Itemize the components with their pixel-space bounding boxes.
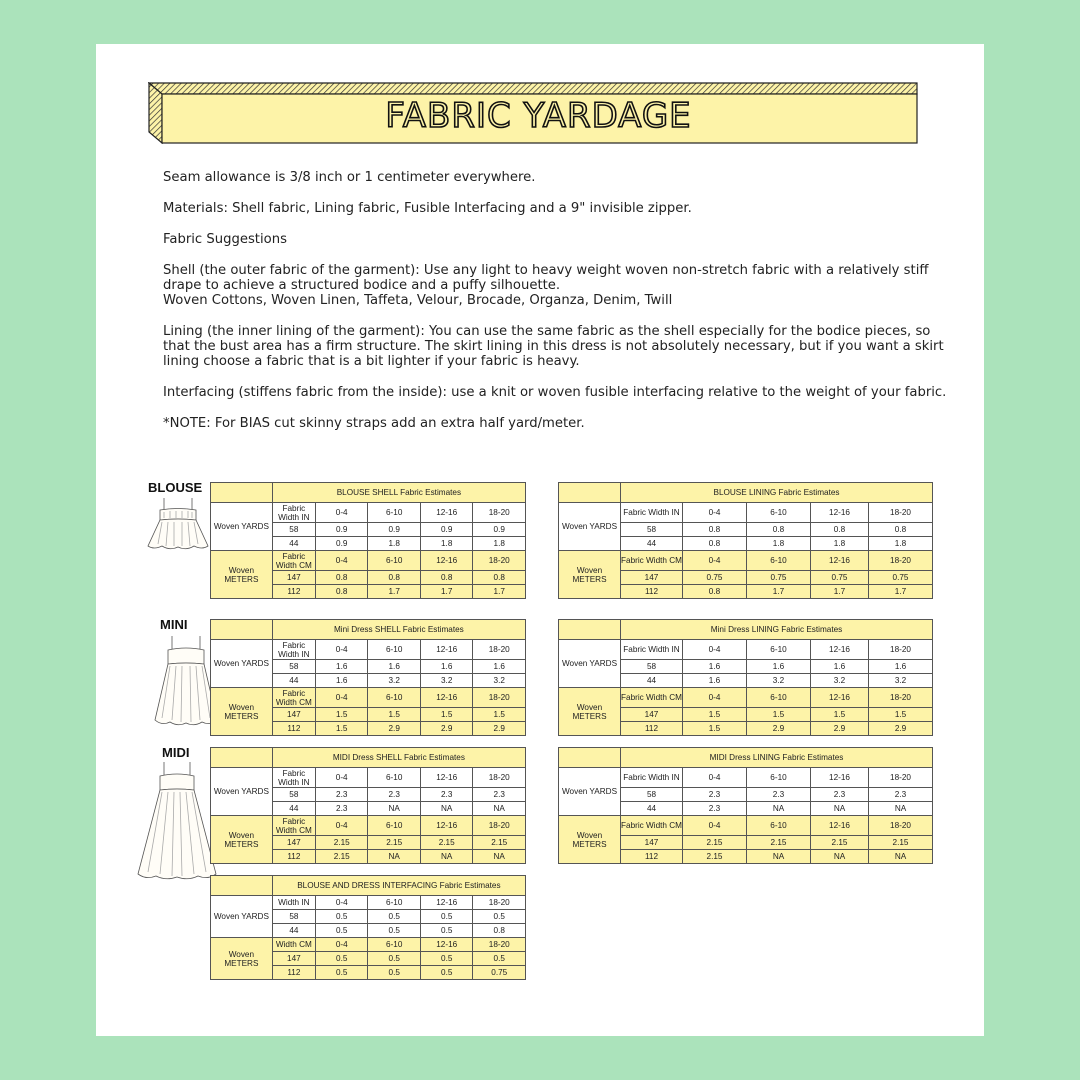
yardage-value: 1.6 [747,660,811,674]
yardage-value: 0.8 [747,523,811,537]
yardage-value: 1.8 [811,537,869,551]
yardage-value: 1.8 [869,537,933,551]
table-title-row [211,620,526,640]
yardage-value: 3.2 [368,674,420,688]
yardage-value: 2.15 [420,836,472,850]
width-value: 112 [621,722,683,736]
width-header: Width CM [272,938,315,952]
yardage-value: 1.5 [315,722,367,736]
yards-header-row [559,768,933,788]
blank-cell [211,483,273,503]
yardage-value: 0.5 [420,966,473,980]
table-midi-shell [210,747,526,864]
yards-unit-label: Woven YARDS [211,896,273,938]
size-header: 18-20 [473,816,526,836]
yardage-value: 1.5 [683,722,747,736]
yardage-value: 1.5 [747,708,811,722]
yards-unit-label: Woven YARDS [559,503,621,551]
table-title-row [559,748,933,768]
yardage-value: NA [473,802,526,816]
size-header: 0-4 [683,688,747,708]
meters-unit-label: Woven METERS [559,688,621,736]
size-header: 12-16 [420,688,472,708]
size-header: 12-16 [811,503,869,523]
yardage-value: 2.15 [315,836,367,850]
size-header: 0-4 [315,896,368,910]
yardage-value: 0.5 [368,924,421,938]
yardage-value: 2.9 [869,722,933,736]
yardage-value: 2.9 [368,722,420,736]
size-header: 0-4 [315,688,367,708]
yards-header-row [211,768,526,788]
yardage-value: 2.9 [747,722,811,736]
meters-header-row [211,816,526,836]
yards-header-row [211,503,526,523]
yardage-value: 1.6 [869,660,933,674]
size-header: 6-10 [747,551,811,571]
yardage-value: 1.7 [811,585,869,599]
size-header: 0-4 [315,938,368,952]
width-value: 44 [272,802,315,816]
width-header: Fabric Width IN [621,503,683,523]
size-header: 0-4 [683,551,747,571]
yardage-value: 0.5 [420,952,473,966]
width-header: Fabric Width IN [272,768,315,788]
width-value: 58 [621,523,683,537]
yardage-value: 2.3 [315,802,367,816]
size-header: 0-4 [315,768,367,788]
size-header: 6-10 [368,688,420,708]
yardage-value: 2.15 [683,836,747,850]
interfacing-text: Interfacing (stiffens fabric from the inside): use a knit or woven fusible interfacing relative to the weight of your fabric. [163,385,947,400]
size-header: 12-16 [420,938,473,952]
size-header: 18-20 [473,768,526,788]
size-header: 0-4 [683,768,747,788]
size-header: 12-16 [811,688,869,708]
size-header: 18-20 [473,503,526,523]
size-header: 6-10 [747,640,811,660]
yardage-value: 1.5 [368,708,420,722]
yardage-value: 0.5 [368,966,421,980]
width-value: 58 [272,523,315,537]
lining-text: Lining (the inner lining of the garment): You can use the same fabric as the shell especially for the bodice pieces, so that the bust area has a firm structure. The skirt lining in this dress is not absolutely necessary, but if you want a skirt lining choose a fabric that is a bit lighter if your fabric is heavy. [163,324,944,369]
width-header: Fabric Width CM [621,688,683,708]
yardage-value: 1.5 [683,708,747,722]
yardage-value: 2.9 [420,722,472,736]
size-header: 18-20 [869,640,933,660]
yardage-value: 0.5 [368,952,421,966]
yardage-value: 0.8 [811,523,869,537]
yardage-value: 1.5 [315,708,367,722]
table-blouse-shell [210,482,526,599]
pattern-page [96,44,984,1036]
table-title: Mini Dress LINING Fabric Estimates [621,620,933,640]
yardage-value: 0.8 [368,571,420,585]
size-header: 18-20 [473,688,526,708]
table-mini-shell [210,619,526,736]
yardage-value: 2.9 [811,722,869,736]
yardage-value: NA [368,802,420,816]
width-value: 58 [272,660,315,674]
yardage-value: 0.5 [368,910,421,924]
size-header: 12-16 [811,640,869,660]
size-header: 12-16 [420,551,472,571]
width-value: 44 [621,674,683,688]
width-header: Fabric Width CM [621,816,683,836]
yardage-value: 1.6 [683,660,747,674]
yardage-value: 2.9 [473,722,526,736]
size-header: 0-4 [683,816,747,836]
yards-unit-label: Woven YARDS [211,640,273,688]
yardage-value: 0.8 [683,585,747,599]
yardage-value: 1.7 [420,585,472,599]
yardage-value: NA [420,850,472,864]
yardage-value: 0.9 [315,537,367,551]
width-value: 44 [272,674,315,688]
size-header: 12-16 [420,640,472,660]
blank-cell [211,620,273,640]
size-header: 0-4 [683,640,747,660]
width-value: 112 [621,850,683,864]
yardage-value: 2.15 [811,836,869,850]
yards-header-row [211,640,526,660]
width-header: Fabric Width CM [621,551,683,571]
yardage-value: 1.6 [420,660,472,674]
table-title-row [559,483,933,503]
meters-unit-label: Woven METERS [559,551,621,599]
yardage-value: NA [747,802,811,816]
meters-header-row [211,551,526,571]
size-header: 6-10 [747,503,811,523]
yardage-value: 1.7 [747,585,811,599]
width-value: 147 [621,571,683,585]
size-header: 6-10 [368,640,420,660]
table-title: MIDI Dress SHELL Fabric Estimates [272,748,525,768]
label-midi: MIDI [162,745,190,760]
size-header: 12-16 [811,768,869,788]
yardage-value: 0.5 [315,924,368,938]
yardage-value: 3.2 [473,674,526,688]
intro-text [163,170,953,447]
size-header: 6-10 [368,551,420,571]
yardage-value: NA [368,850,420,864]
size-header: 6-10 [747,816,811,836]
size-header: 12-16 [811,551,869,571]
width-value: 58 [621,660,683,674]
width-value: 147 [621,708,683,722]
yardage-value: NA [869,802,933,816]
yardage-value: 0.8 [473,571,526,585]
yardage-value: 0.75 [473,966,526,980]
yards-unit-label: Woven YARDS [559,768,621,816]
blank-cell [559,620,621,640]
mini-dress-illustration [154,634,218,730]
width-value: 112 [272,966,315,980]
size-header: 6-10 [368,938,421,952]
table-title-row [211,748,526,768]
yardage-value: 1.6 [315,660,367,674]
blank-cell [211,876,273,896]
size-header: 18-20 [473,938,526,952]
yardage-value: 2.15 [315,850,367,864]
table-mini-lining [558,619,933,736]
yards-unit-label: Woven YARDS [559,640,621,688]
size-header: 12-16 [420,896,473,910]
blouse-illustration [146,496,210,556]
yardage-value: 1.8 [420,537,472,551]
yardage-value: 1.8 [473,537,526,551]
width-value: 147 [621,836,683,850]
width-value: 58 [272,788,315,802]
size-header: 6-10 [747,768,811,788]
meters-header-row [559,688,933,708]
table-title: Mini Dress SHELL Fabric Estimates [272,620,525,640]
meters-header-row [559,551,933,571]
materials-text: Materials: Shell fabric, Lining fabric, Fusible Interfacing and a 9" invisible zipper. [163,201,692,216]
yardage-value: 1.5 [869,708,933,722]
size-header: 6-10 [368,768,420,788]
size-header: 12-16 [420,816,472,836]
yardage-value: NA [747,850,811,864]
table-title: MIDI Dress LINING Fabric Estimates [621,748,933,768]
width-value: 112 [272,850,315,864]
yardage-value: 2.3 [869,788,933,802]
width-value: 112 [272,585,315,599]
yardage-value: 2.15 [683,850,747,864]
table-midi-lining [558,747,933,864]
width-header: Fabric Width CM [272,816,315,836]
width-header: Fabric Width IN [272,640,315,660]
fabric-suggestions-heading: Fabric Suggestions [163,232,287,247]
yardage-value: 0.9 [368,523,420,537]
yards-header-row [559,503,933,523]
width-value: 58 [272,910,315,924]
yardage-value: 0.8 [420,571,472,585]
yardage-value: 3.2 [747,674,811,688]
yardage-value: 2.3 [368,788,420,802]
size-header: 6-10 [368,816,420,836]
yardage-value: NA [420,802,472,816]
table-title-row [211,483,526,503]
size-header: 6-10 [747,688,811,708]
shell-description: Shell (the outer fabric of the garment): Use any light to heavy weight woven non-stretch fabric with a relatively stiff drape to achieve a structured bodice and a puffy silhouette. [163,263,929,293]
width-value: 44 [272,537,315,551]
yardage-value: 2.3 [473,788,526,802]
size-header: 12-16 [420,768,472,788]
width-value: 44 [272,924,315,938]
width-value: 112 [621,585,683,599]
yardage-value: 0.5 [420,910,473,924]
table-blouse-lining [558,482,933,599]
width-value: 112 [272,722,315,736]
yardage-value: 0.8 [683,523,747,537]
label-blouse: BLOUSE [148,480,203,495]
meters-unit-label: Woven METERS [211,551,273,599]
size-header: 12-16 [420,503,472,523]
yardage-value: 0.75 [683,571,747,585]
yardage-value: 1.7 [473,585,526,599]
yardage-value: 0.5 [473,952,526,966]
yardage-value: 0.9 [315,523,367,537]
yardage-value: 1.6 [315,674,367,688]
width-value: 147 [272,952,315,966]
yardage-value: 2.15 [747,836,811,850]
width-header: Width IN [272,896,315,910]
yardage-value: 1.8 [747,537,811,551]
yardage-value: 2.3 [420,788,472,802]
yardage-value: 1.8 [368,537,420,551]
table-title-row [559,620,933,640]
yardage-value: 2.3 [811,788,869,802]
yardage-value: 0.5 [315,910,368,924]
table-title: BLOUSE SHELL Fabric Estimates [272,483,525,503]
table-title: BLOUSE LINING Fabric Estimates [621,483,933,503]
yardage-value: 2.15 [473,836,526,850]
yardage-value: 0.5 [315,966,368,980]
blank-cell [559,748,621,768]
width-header: Fabric Width IN [621,640,683,660]
meters-unit-label: Woven METERS [211,688,273,736]
size-header: 18-20 [473,896,526,910]
yards-unit-label: Woven YARDS [211,768,273,816]
yardage-value: 2.15 [368,836,420,850]
size-header: 12-16 [811,816,869,836]
yardage-value: 0.8 [683,537,747,551]
size-header: 18-20 [473,640,526,660]
shell-text [163,263,953,308]
width-value: 147 [272,708,315,722]
table-title-row [211,876,526,896]
width-value: 58 [621,788,683,802]
yards-header-row [211,896,526,910]
meters-unit-label: Woven METERS [211,938,273,980]
yardage-value: 0.5 [420,924,473,938]
yardage-value: 1.6 [368,660,420,674]
page-title: FABRIC YARDAGE [385,96,692,136]
yardage-value: 0.5 [473,910,526,924]
size-header: 0-4 [683,503,747,523]
yardage-value: 2.3 [683,802,747,816]
yardage-value: 0.8 [473,924,526,938]
yardage-value: NA [473,850,526,864]
yardage-value: NA [811,850,869,864]
yardage-value: 1.5 [473,708,526,722]
yardage-value: 0.75 [869,571,933,585]
meters-header-row [211,938,526,952]
yardage-value: 1.6 [473,660,526,674]
yards-header-row [559,640,933,660]
meters-header-row [559,816,933,836]
shell-fabric-list: Woven Cottons, Woven Linen, Taffeta, Velour, Brocade, Organza, Denim, Twill [163,293,673,308]
yardage-value: 3.2 [420,674,472,688]
width-header: Fabric Width CM [272,688,315,708]
midi-dress-illustration [136,760,218,884]
size-header: 18-20 [869,768,933,788]
yardage-value: NA [811,802,869,816]
yardage-value: 1.6 [811,660,869,674]
meters-header-row [211,688,526,708]
size-header: 0-4 [315,640,367,660]
bias-note-text: *NOTE: For BIAS cut skinny straps add an extra half yard/meter. [163,416,585,431]
size-header: 18-20 [869,688,933,708]
yardage-value: 1.5 [420,708,472,722]
label-mini: MINI [160,617,188,632]
width-header: Fabric Width IN [621,768,683,788]
yardage-value: 0.8 [315,571,367,585]
size-header: 18-20 [473,551,526,571]
meters-unit-label: Woven METERS [211,816,273,864]
size-header: 18-20 [869,816,933,836]
seam-allowance-text: Seam allowance is 3/8 inch or 1 centimeter everywhere. [163,170,536,185]
yardage-value: 2.3 [683,788,747,802]
yardage-value: 2.15 [869,836,933,850]
size-header: 18-20 [869,551,933,571]
yardage-value: 0.9 [420,523,472,537]
yards-unit-label: Woven YARDS [211,503,273,551]
size-header: 0-4 [315,816,367,836]
yardage-value: 3.2 [869,674,933,688]
yardage-value: 1.7 [368,585,420,599]
meters-unit-label: Woven METERS [559,816,621,864]
width-value: 44 [621,802,683,816]
width-value: 147 [272,836,315,850]
yardage-value: 0.75 [811,571,869,585]
width-value: 147 [272,571,315,585]
yardage-value: 0.9 [473,523,526,537]
yardage-value: 0.8 [315,585,367,599]
blank-cell [211,748,273,768]
size-header: 0-4 [315,503,367,523]
yardage-value: 1.5 [811,708,869,722]
yardage-value: 0.5 [315,952,368,966]
size-header: 6-10 [368,896,421,910]
yardage-value: 0.8 [869,523,933,537]
size-header: 0-4 [315,551,367,571]
table-title: BLOUSE AND DRESS INTERFACING Fabric Estimates [272,876,525,896]
yardage-value: 3.2 [811,674,869,688]
blank-cell [559,483,621,503]
width-header: Fabric Width IN [272,503,315,523]
table-interfacing [210,875,526,980]
yardage-value: 0.75 [747,571,811,585]
yardage-value: NA [869,850,933,864]
size-header: 6-10 [368,503,420,523]
yardage-value: 2.3 [315,788,367,802]
width-header: Fabric Width CM [272,551,315,571]
width-value: 44 [621,537,683,551]
yardage-value: 1.6 [683,674,747,688]
yardage-value: 1.7 [869,585,933,599]
yardage-value: 2.3 [747,788,811,802]
size-header: 18-20 [869,503,933,523]
